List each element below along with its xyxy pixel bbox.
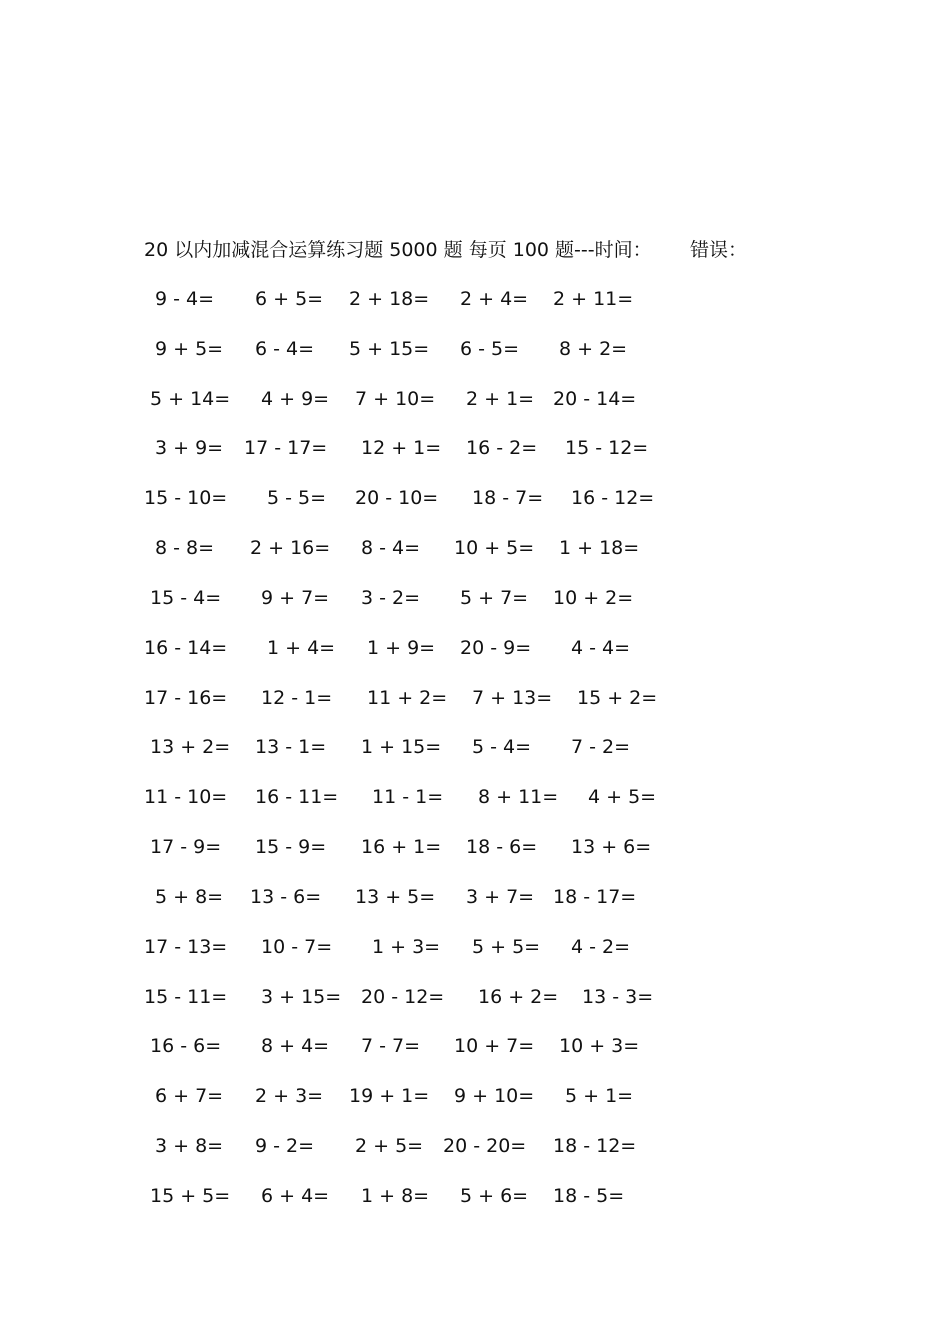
problem-item: 10 + 3= [559, 1035, 640, 1058]
problem-row [0, 1033, 950, 1083]
problem-item: 8 + 2= [559, 337, 628, 360]
problem-item: 9 - 4= [155, 288, 215, 310]
problem-item: 7 - 2= [571, 736, 631, 759]
problem-item: 2 + 16= [250, 537, 331, 560]
problem-item: 2 + 11= [553, 288, 634, 310]
problem-item: 2 + 5= [355, 1135, 424, 1158]
problem-row [0, 635, 950, 685]
problem-item: 15 + 5= [150, 1184, 231, 1207]
problem-item: 10 - 7= [261, 935, 333, 958]
problem-row [0, 585, 950, 635]
problem-item: 15 - 4= [150, 586, 222, 609]
problem-item: 16 + 1= [361, 836, 442, 859]
problem-item: 6 - 5= [460, 337, 520, 360]
problem-item: 3 + 8= [155, 1135, 224, 1158]
problem-row [0, 336, 950, 386]
problem-item: 4 - 4= [571, 636, 631, 659]
problem-item: 5 + 5= [472, 935, 541, 958]
problem-item: 9 + 10= [454, 1085, 535, 1108]
problem-item: 2 + 3= [255, 1085, 324, 1108]
problem-item: 9 - 2= [255, 1135, 315, 1158]
problem-item: 3 + 9= [155, 437, 224, 460]
problem-item: 20 - 20= [443, 1135, 527, 1158]
problem-item: 3 - 2= [361, 586, 421, 609]
problem-item: 15 - 10= [144, 487, 228, 510]
problem-item: 10 + 7= [454, 1035, 535, 1058]
problem-item: 5 + 15= [349, 337, 430, 360]
problem-item: 7 + 10= [355, 387, 436, 410]
problem-item: 13 + 2= [150, 736, 231, 759]
worksheet-header [144, 236, 748, 264]
problem-item: 7 + 13= [472, 686, 553, 709]
problem-item: 6 + 4= [261, 1184, 330, 1207]
problem-row [0, 286, 950, 336]
problem-row [0, 934, 950, 984]
problem-item: 16 - 2= [466, 437, 538, 460]
problem-item: 8 - 8= [155, 537, 215, 560]
problem-item: 8 + 4= [261, 1035, 330, 1058]
problem-item: 1 + 15= [361, 736, 442, 759]
problem-item: 18 - 7= [472, 487, 544, 510]
problem-item: 13 - 3= [582, 985, 654, 1008]
problem-row [0, 1083, 950, 1133]
problem-row [0, 734, 950, 784]
problem-item: 5 + 1= [565, 1085, 634, 1108]
errors-label: 错误： [690, 239, 748, 261]
problem-item: 20 - 9= [460, 636, 532, 659]
problem-item: 1 + 8= [361, 1184, 430, 1207]
problem-row [0, 1183, 950, 1233]
problem-item: 12 + 1= [361, 437, 442, 460]
problem-item: 4 - 2= [571, 935, 631, 958]
problem-item: 15 - 11= [144, 985, 228, 1008]
problem-item: 11 + 2= [367, 686, 448, 709]
problem-row [0, 784, 950, 834]
problem-item: 11 - 1= [372, 786, 444, 809]
problem-item: 16 - 11= [255, 786, 339, 809]
problem-item: 15 + 2= [577, 686, 658, 709]
problem-item: 16 + 2= [478, 985, 559, 1008]
problem-row [0, 435, 950, 485]
problem-row [0, 685, 950, 735]
problem-item: 13 + 5= [355, 885, 436, 908]
problem-item: 5 + 14= [150, 387, 231, 410]
problem-item: 3 + 7= [466, 885, 535, 908]
problem-item: 6 + 7= [155, 1085, 224, 1108]
problem-item: 2 + 1= [466, 387, 535, 410]
problem-item: 7 - 7= [361, 1035, 421, 1058]
problem-item: 13 - 1= [255, 736, 327, 759]
problem-item: 2 + 18= [349, 288, 430, 310]
problem-item: 18 - 17= [553, 885, 637, 908]
problem-item: 8 + 11= [478, 786, 559, 809]
problem-item: 20 - 10= [355, 487, 439, 510]
problem-item: 16 - 14= [144, 636, 228, 659]
problem-item: 5 - 4= [472, 736, 532, 759]
problem-item: 5 - 5= [267, 487, 327, 510]
problem-grid [0, 286, 950, 1233]
problem-row [0, 984, 950, 1034]
problem-row [0, 884, 950, 934]
problem-row [0, 535, 950, 585]
problem-item: 13 + 6= [571, 836, 652, 859]
worksheet-title: 20 以内加减混合运算练习题 5000 题 每页 100 题---时间： [144, 239, 652, 261]
problem-item: 10 + 5= [454, 537, 535, 560]
problem-item: 3 + 15= [261, 985, 342, 1008]
problem-item: 17 - 16= [144, 686, 228, 709]
problem-item: 4 + 9= [261, 387, 330, 410]
problem-row [0, 1133, 950, 1183]
problem-item: 17 - 9= [150, 836, 222, 859]
problem-item: 5 + 6= [460, 1184, 529, 1207]
problem-row [0, 386, 950, 436]
problem-item: 10 + 2= [553, 586, 634, 609]
problem-item: 5 + 8= [155, 885, 224, 908]
problem-item: 1 + 4= [267, 636, 336, 659]
problem-item: 16 - 12= [571, 487, 655, 510]
problem-item: 12 - 1= [261, 686, 333, 709]
problem-item: 1 + 9= [367, 636, 436, 659]
problem-item: 5 + 7= [460, 586, 529, 609]
problem-item: 2 + 4= [460, 288, 529, 310]
problem-item: 15 - 9= [255, 836, 327, 859]
problem-item: 17 - 13= [144, 935, 228, 958]
problem-item: 19 + 1= [349, 1085, 430, 1108]
problem-item: 9 + 5= [155, 337, 224, 360]
problem-item: 20 - 12= [361, 985, 445, 1008]
problem-item: 4 + 5= [588, 786, 657, 809]
problem-row [0, 834, 950, 884]
problem-item: 11 - 10= [144, 786, 228, 809]
problem-item: 18 - 5= [553, 1184, 625, 1207]
problem-item: 6 + 5= [255, 288, 324, 310]
problem-item: 1 + 3= [372, 935, 441, 958]
problem-item: 20 - 14= [553, 387, 637, 410]
problem-item: 8 - 4= [361, 537, 421, 560]
problem-item: 16 - 6= [150, 1035, 222, 1058]
problem-item: 18 - 6= [466, 836, 538, 859]
problem-item: 15 - 12= [565, 437, 649, 460]
problem-item: 9 + 7= [261, 586, 330, 609]
problem-item: 18 - 12= [553, 1135, 637, 1158]
problem-item: 17 - 17= [244, 437, 328, 460]
problem-item: 13 - 6= [250, 885, 322, 908]
problem-item: 6 - 4= [255, 337, 315, 360]
problem-item: 1 + 18= [559, 537, 640, 560]
problem-row [0, 485, 950, 535]
